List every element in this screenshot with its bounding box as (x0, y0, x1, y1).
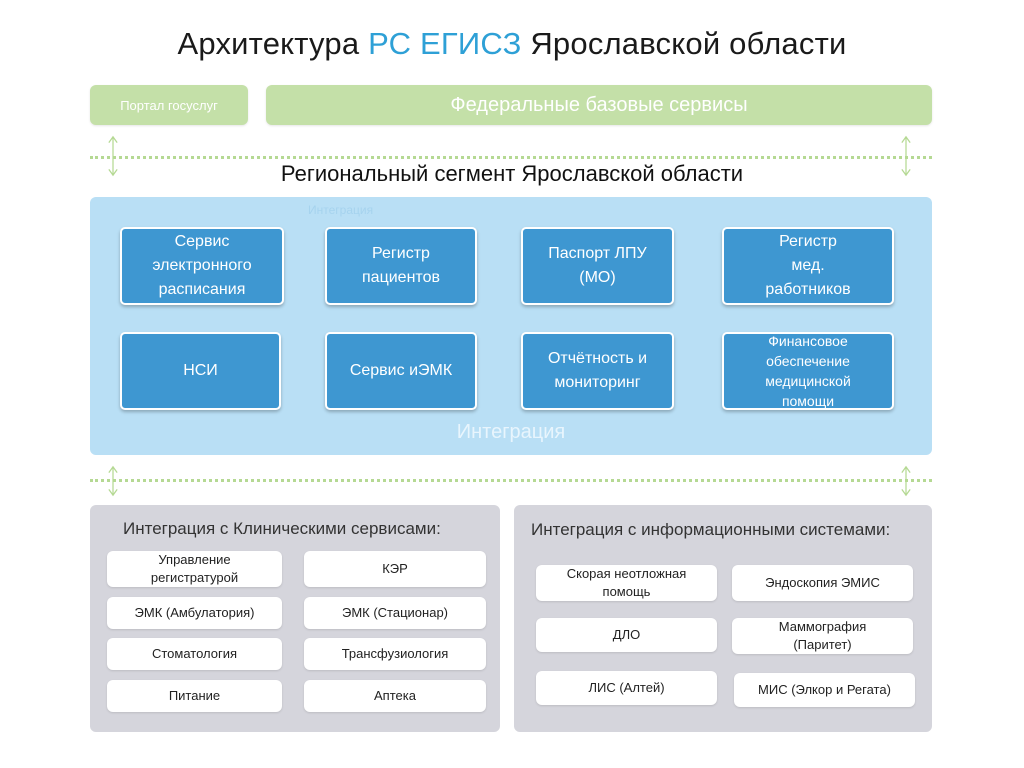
lower-right-arrow-icon (901, 461, 911, 501)
clinical-item: Трансфузиология (304, 638, 486, 670)
title-part1: Архитектура (177, 26, 369, 61)
infosys-item: ДЛО (536, 618, 717, 652)
lower-dotted-divider (90, 479, 932, 482)
tile-nsi: НСИ (120, 332, 281, 410)
portal-box (90, 85, 248, 125)
region-title: Региональный сегмент Ярославской области (280, 161, 744, 186)
tile-iemk-service: Сервис иЭМК (325, 332, 477, 410)
tile-reporting-monitoring: Отчётность и мониторинг (521, 332, 674, 410)
infosys-item: Скорая неотложная помощь (536, 565, 717, 601)
infosys-item: Эндоскопия ЭМИС (732, 565, 913, 601)
clinical-item: Аптека (304, 680, 486, 712)
title-accent: РС ЕГИСЗ (368, 26, 522, 61)
clinical-services-title: Интеграция с Клиническими сервисами: (123, 519, 441, 538)
clinical-item: Стоматология (107, 638, 282, 670)
upper-dotted-divider (90, 156, 932, 159)
information-systems-title: Интеграция с информационными системами: (531, 520, 891, 539)
faint-integration-label: Интеграция (308, 203, 374, 217)
tile-financing: Финансовое обеспечение медицинской помощи (722, 332, 894, 410)
clinical-item: Управление регистратурой (107, 551, 282, 587)
infosys-item: Маммография (Паритет) (732, 618, 913, 654)
tile-lpu-passport: Паспорт ЛПУ (МО) (521, 227, 674, 305)
tile-schedule-service: Сервис электронного расписания (120, 227, 284, 305)
title-part2: Ярославской области (521, 26, 847, 61)
tile-patient-registry: Регистр пациентов (325, 227, 477, 305)
federal-services-box (266, 85, 932, 125)
infosys-item: МИС (Элкор и Регата) (734, 673, 915, 707)
clinical-item: ЭМК (Стационар) (304, 597, 486, 629)
clinical-item: ЭМК (Амбулатория) (107, 597, 282, 629)
infosys-item: ЛИС (Алтей) (536, 671, 717, 705)
lower-left-arrow-icon (108, 461, 118, 501)
clinical-item: Питание (107, 680, 282, 712)
integration-label: Интеграция (456, 421, 566, 443)
federal-services-label: Федеральные базовые сервисы (450, 93, 748, 116)
portal-label: Портал госуслуг (120, 97, 218, 113)
tile-medical-staff-registry: Регистр мед. работников (722, 227, 894, 305)
page-title (0, 26, 1024, 62)
clinical-item: КЭР (304, 551, 486, 587)
